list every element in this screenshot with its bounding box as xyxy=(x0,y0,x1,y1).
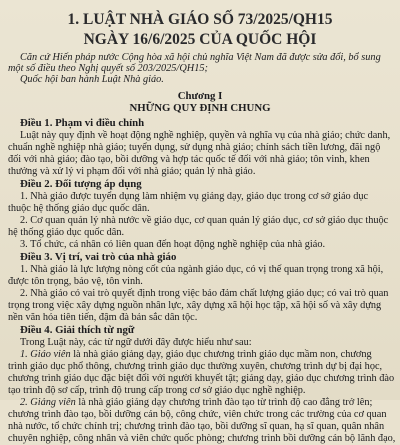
article-4-item-2 xyxy=(20,397,372,409)
article-3-title: Điều 3. Vị trí, vai trò của nhà giáo xyxy=(20,251,177,263)
article-2-text: thuộc hệ thống giáo dục quốc dân. xyxy=(8,203,150,214)
article-3-text: nền văn hóa tiên tiến, đậm đà bản sắc dân tộc. xyxy=(8,312,198,323)
article-2-text: hệ thống giáo dục quốc dân. xyxy=(8,227,125,238)
chapter-number: Chương I xyxy=(177,90,223,102)
article-1-text: thưởng và xử lý vi phạm đối với nhà giáo; quản lý nhà giáo. xyxy=(8,166,256,177)
article-4-intro: Trong Luật này, các từ ngữ dưới đây được hiểu như sau: xyxy=(20,337,252,348)
article-3-text: 2. Nhà giáo có vai trò quyết định trong việc bảo đảm chất lượng giáo dục; có vai trò quan xyxy=(20,288,389,299)
preamble-line: một số điều theo Nghị quyết số 203/2025/QH15; xyxy=(8,63,208,74)
article-4-item-1 xyxy=(20,349,372,361)
article-3-text: trọng trong việc xây dựng nguồn nhân lực, xây dựng xã hội học tập, xã hội số và xây dựng xyxy=(8,300,382,311)
preamble-line: Quốc hội ban hành Luật Nhà giáo. xyxy=(20,74,164,85)
article-1-text: đối với nhà giáo; đào tạo, bồi dưỡng và hợp tác quốc tế đối với nhà giáo; tôn vinh, khen xyxy=(8,154,370,165)
article-2-title: Điều 2. Đối tượng áp dụng xyxy=(20,178,142,190)
article-2-text: 2. Cơ quan quản lý nhà nước về giáo dục, cơ quan quản lý giáo dục, cơ sở giáo dục thuộc xyxy=(20,215,389,226)
article-4-title: Điều 4. Giải thích từ ngữ xyxy=(20,324,135,336)
article-1-text: chuẩn nghề nghiệp nhà giáo; tuyển dụng, sử dụng nhà giáo; chính sách tiền lương, đãi ngộ xyxy=(8,142,381,153)
article-4-item-1-text: là nhà giáo giảng dạy, giáo dục chương trình giáo dục mầm non, chương xyxy=(70,349,372,360)
article-4-text: chuyên nghiệp, công nhân và viên chức quốc phòng; chương trình bồi dưỡng cán bộ lãnh đạo, xyxy=(8,433,396,444)
term-teacher: 1. Giáo viên xyxy=(20,349,71,360)
article-2-text: 1. Nhà giáo được tuyển dụng làm nhiệm vụ giảng dạy, giáo dục trong cơ sở giáo dục xyxy=(20,191,369,202)
article-1-title: Điều 1. Phạm vi điều chỉnh xyxy=(20,117,145,129)
article-4-text: tạo trình độ sơ cấp, trình độ trung cấp trong cơ sở giáo dục nghề nghiệp. xyxy=(8,385,306,396)
article-1-text: Luật này quy định về hoạt động nghề nghiệp, quyền và nghĩa vụ của nhà giáo; chức danh, xyxy=(20,130,391,141)
article-4-text: trình giáo dục phổ thông, chương trình giáo dục thường xuyên, chương trình dự bị đại học, xyxy=(8,361,383,372)
article-4-text: nhà nước, tổ chức chính trị; chương trình đào tạo, bồi dưỡng sĩ quan, hạ sĩ quan, quân nhân xyxy=(8,421,385,432)
article-4-text: chương trình giáo dục đặc biệt đối với người khuyết tật; giảng dạy, giáo dục chương trình đào xyxy=(8,373,395,384)
preamble-line: Căn cứ Hiến pháp nước Cộng hòa xã hội chủ nghĩa Việt Nam đã được sửa đổi, bổ sung xyxy=(20,52,381,63)
article-4-text: chương trình đào tạo, bồi dưỡng cán bộ, công chức, viên chức trong các trường của cơ quan xyxy=(8,409,387,420)
article-3-text: được tôn trọng, bảo vệ, tôn vinh. xyxy=(8,276,143,287)
chapter-name: NHỮNG QUY ĐỊNH CHUNG xyxy=(129,102,271,114)
article-4-item-2-text: là nhà giáo giảng dạy chương trình đào tạo từ trình độ cao đẳng trở lên; xyxy=(75,397,373,408)
term-lecturer: 2. Giảng viên xyxy=(20,397,76,408)
law-title-line-1: 1. LUẬT NHÀ GIÁO SỐ 73/2025/QH15 xyxy=(67,11,333,28)
article-2-text: 3. Tổ chức, cá nhân có liên quan đến hoạt động nghề nghiệp của nhà giáo. xyxy=(20,239,326,250)
law-title-line-2: NGÀY 16/6/2025 CỦA QUỐC HỘI xyxy=(83,31,317,48)
article-3-text: 1. Nhà giáo là lực lượng nòng cốt của ngành giáo dục, có vị thế quan trọng trong xã hội, xyxy=(20,264,384,275)
